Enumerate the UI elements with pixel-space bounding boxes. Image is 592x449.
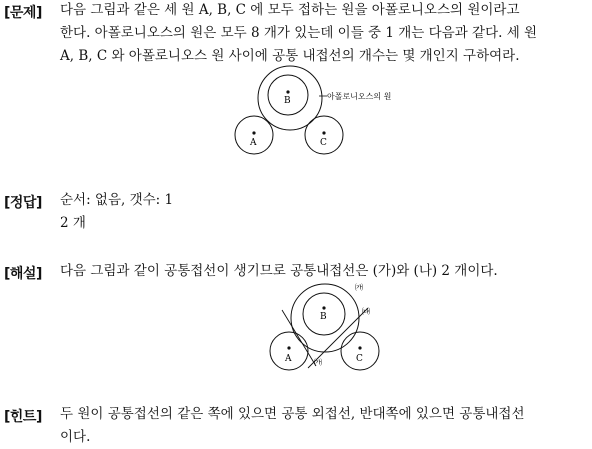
circle-b <box>268 75 308 115</box>
center-a-dot <box>287 346 290 349</box>
explanation-line: 다음 그림과 같이 공통접선이 생기므로 공통내접선은 (가)와 (나) 2 개이다. <box>60 263 498 279</box>
tangent-figure <box>264 280 394 375</box>
problem-line-2: 한다. 아폴로니오스의 원은 모두 8 개가 있는데 이들 중 1 개는 다음과 같다. 세 원 <box>60 25 538 41</box>
center-b-dot <box>322 306 325 309</box>
apollonius-figure <box>230 72 430 157</box>
center-b-dot <box>286 90 289 93</box>
center-a-dot <box>252 131 255 134</box>
circle-a-label: A <box>250 138 257 148</box>
center-c-dot <box>322 131 325 134</box>
circle-c-label: C <box>356 354 363 364</box>
answer-line-2: 2 개 <box>60 215 86 231</box>
problem-line-1: 다음 그림과 같은 세 원 A, B, C 에 모두 접하는 원을 아폴로니오스의 원이라고 <box>60 2 520 18</box>
explanation-label: [해설] <box>4 266 42 282</box>
circle-c-label: C <box>320 138 327 148</box>
answer-label: [정답] <box>4 195 42 211</box>
circle-a <box>235 116 273 154</box>
hint-label: [힌트] <box>4 409 42 425</box>
hint-line-1: 두 원이 공통접선의 같은 쪽에 있으면 공통 외접선, 반대쪽에 있으면 공통내접선 <box>60 406 525 422</box>
tangent-mark-ga: ㈎ <box>314 358 322 367</box>
apollonius-annotation: 아폴로니오스의 원 <box>327 92 392 101</box>
circle-c <box>341 332 379 370</box>
circle-a <box>270 332 308 370</box>
problem-label: [문제] <box>4 5 42 21</box>
circle-b-label: B <box>320 312 327 322</box>
tangent-mark-top: ㈎ <box>355 283 363 292</box>
circle-b-label: B <box>284 96 291 106</box>
answer-line-1: 순서: 없음, 갯수: 1 <box>60 192 174 208</box>
circle-a-label: A <box>285 354 292 364</box>
problem-line-3: A, B, C 와 아폴로니오스 원 사이에 공통 내접선의 개수는 몇 개인지 구하여라. <box>60 48 520 64</box>
center-c-dot <box>358 346 361 349</box>
hint-line-2: 이다. <box>60 429 91 445</box>
circle-c <box>305 116 343 154</box>
tangent-mark-na: ㈏ <box>362 307 370 316</box>
